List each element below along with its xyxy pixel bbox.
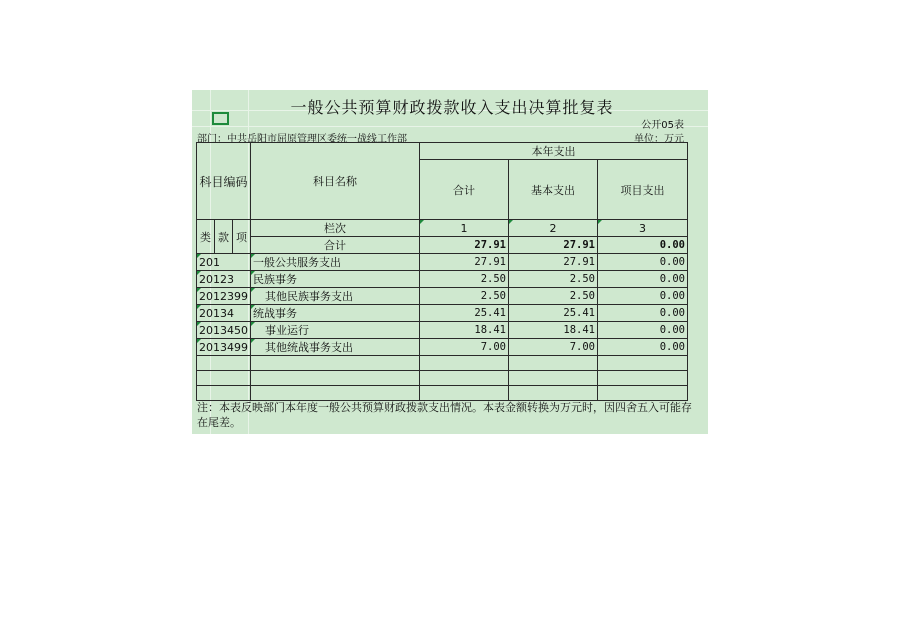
header-lei: 类 [197,220,215,254]
row-total: 7.00 [420,339,509,356]
department-label: 部门：中共岳阳市屈原管理区委统一战线工作部 [197,134,407,145]
total-basic: 27.91 [509,237,598,254]
row-total: 27.91 [420,254,509,271]
row-project: 0.00 [598,271,688,288]
row-total: 2.50 [420,271,509,288]
table-row [197,271,688,288]
table-row [197,254,688,271]
header-column-no: 栏次 [251,220,420,237]
header-code-group: 科目编码 [197,143,251,220]
header-project: 项目支出 [598,160,688,220]
row-basic: 7.00 [509,339,598,356]
table-code: 公开05表 [641,120,684,131]
active-cell-selector[interactable] [212,112,229,125]
row-basic: 27.91 [509,254,598,271]
row-code: 2013499 [197,339,251,356]
row-project: 0.00 [598,322,688,339]
spreadsheet-sheet [192,90,708,434]
row-basic: 2.50 [509,288,598,305]
empty-row [197,386,688,401]
row-basic: 18.41 [509,322,598,339]
row-basic: 25.41 [509,305,598,322]
row-project: 0.00 [598,305,688,322]
row-name: 其他统战事务支出 [251,339,420,356]
row-code: 2012399 [197,288,251,305]
header-kuan: 款 [215,220,233,254]
total-row [197,237,688,254]
row-code: 201 [197,254,251,271]
row-name: 一般公共服务支出 [251,254,420,271]
total-label: 合计 [251,237,420,254]
empty-row [197,356,688,371]
column-index-2: 2 [509,220,598,237]
header-total: 合计 [420,160,509,220]
header-current-year: 本年支出 [420,143,688,160]
report-title: 一般公共预算财政拨款收入支出决算批复表 [290,98,614,117]
row-basic: 2.50 [509,271,598,288]
row-name: 其他民族事务支出 [251,288,420,305]
header-xiang: 项 [233,220,251,254]
header-basic: 基本支出 [509,160,598,220]
column-index-3: 3 [598,220,688,237]
row-name: 统战事务 [251,305,420,322]
column-index-1: 1 [420,220,509,237]
table-row [197,322,688,339]
table-row [197,288,688,305]
row-code: 20134 [197,305,251,322]
budget-table [196,142,688,401]
total-amount: 27.91 [420,237,509,254]
footnote: 注：本表反映部门本年度一般公共预算财政拨款支出情况。本表金额转换为万元时，因四舍五入可能存在尾差。 [197,401,692,429]
table-row [197,305,688,322]
unit-label: 单位：万元 [634,134,684,145]
row-project: 0.00 [598,254,688,271]
row-project: 0.00 [598,339,688,356]
table-row [197,339,688,356]
row-total: 2.50 [420,288,509,305]
row-code: 20123 [197,271,251,288]
empty-row [197,371,688,386]
row-project: 0.00 [598,288,688,305]
row-name: 民族事务 [251,271,420,288]
row-total: 18.41 [420,322,509,339]
row-total: 25.41 [420,305,509,322]
row-name: 事业运行 [251,322,420,339]
row-code: 2013450 [197,322,251,339]
total-project: 0.00 [598,237,688,254]
header-subject-name: 科目名称 [251,143,420,220]
